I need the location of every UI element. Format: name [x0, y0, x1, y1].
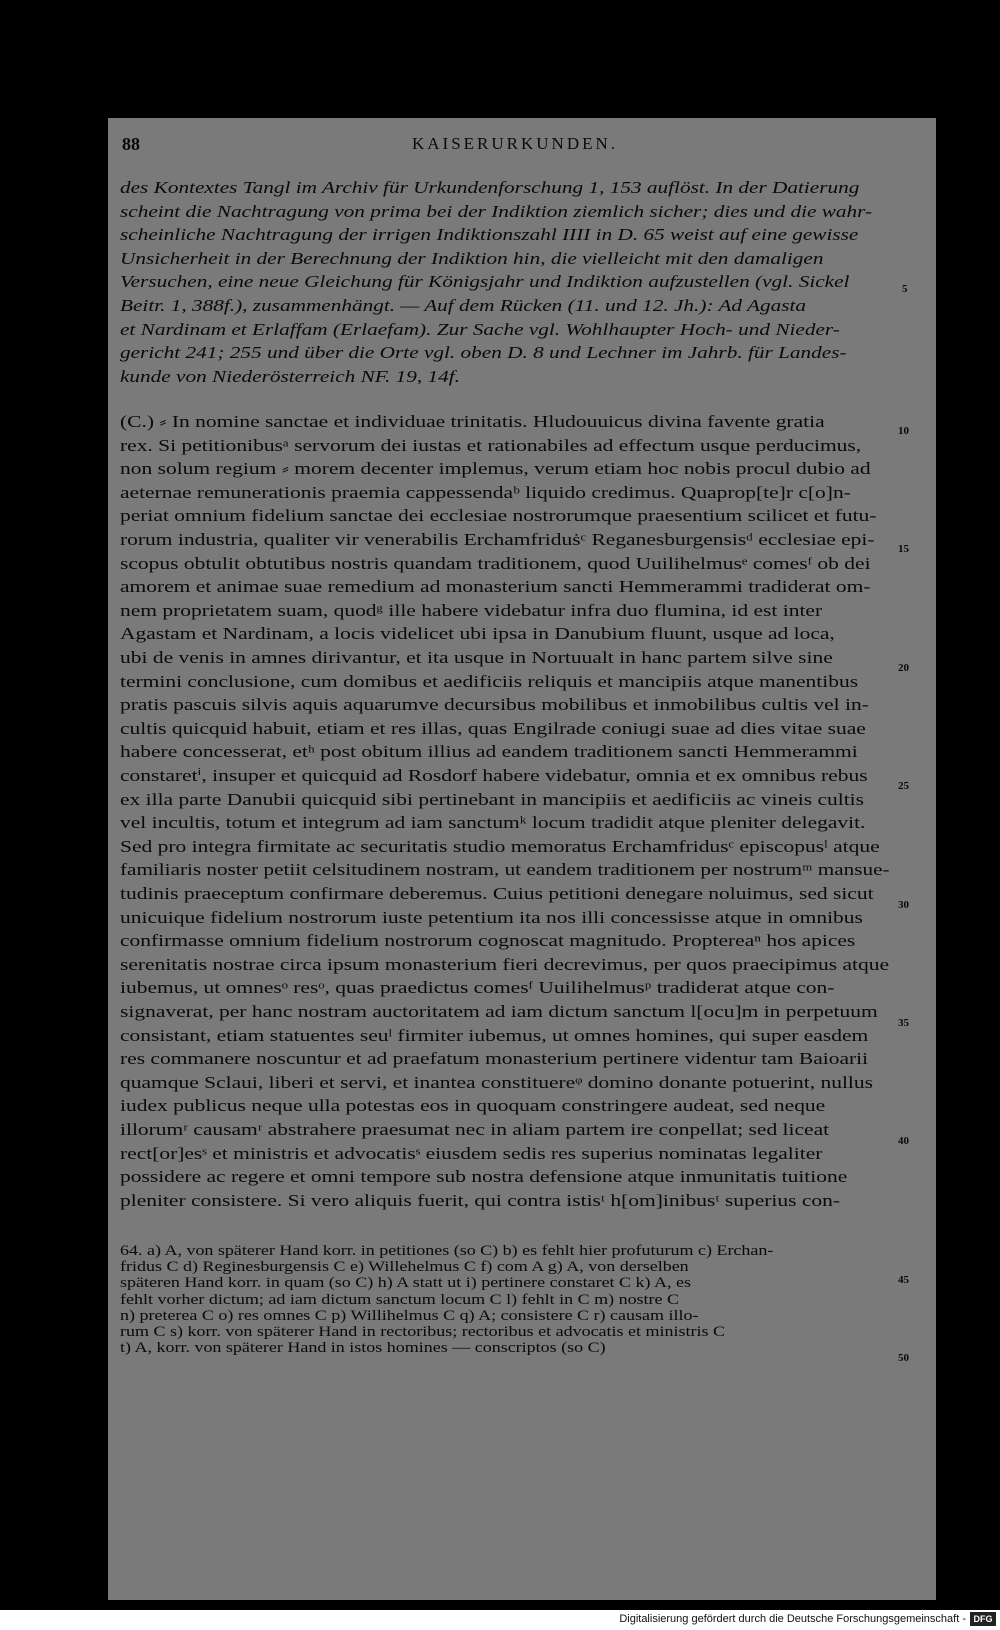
- text-line: constaretⁱ, insuper et quicquid ad Rosdorf habere videbatur, omnia et ex omnibus rebus: [120, 766, 868, 785]
- margin-number: 15: [898, 543, 909, 555]
- text-line: 64. a) A, von späterer Hand korr. in petitiones (so C) b) es fehlt hier profuturum c) Erchan-: [120, 1243, 774, 1259]
- text-line: confirmasse omnium fidelium nostrorum cognoscat magnitudo. Proptereaⁿ hos apices: [120, 931, 856, 951]
- text-line: t) A, korr. von späterer Hand in istos homines — conscriptos (so C): [120, 1340, 606, 1357]
- intro-commentary: [120, 178, 920, 398]
- text-line: Beitr. 1, 388f.), zusammenhängt. — Auf dem Rücken (11. und 12. Jh.): Ad Agasta: [120, 296, 807, 315]
- page-number: 88: [122, 134, 140, 154]
- funding-note: Digitalisierung gefördert durch die Deutsche Forschungsgemeinschaft -: [619, 1613, 966, 1625]
- text-line: termini conclusione, cum domibus et aedificiis reliquis et mancipiis atque manentibus: [120, 671, 859, 691]
- text-line: res commanere noscuntur et ad praefatum monasterium pertinere videntur tam Baioarii: [120, 1049, 869, 1069]
- text-line: späteren Hand korr. in quam (so C) h) A statt ut i) pertinere constaret C k) A, es: [120, 1275, 691, 1292]
- text-line: quamque Sclaui, liberi et servi, et inantea constituereᵠ domino donante potuerint, nullus: [120, 1072, 873, 1092]
- text-line: (C.) ⸗ In nomine sanctae et individuae trinitatis. Hludouuicus divina favente gratia: [120, 412, 825, 431]
- text-line: pratis pascuis silvis aquis aquarumve decursibus mobilibus et inmobilibus cultis vel in-: [120, 695, 869, 715]
- text-line: nem proprietatem suam, quodᵍ ille habere videbatur infra duo flumina, id est inter: [120, 600, 823, 620]
- text-line: iudex publicus neque ulla potestas eos in quoquam constringere audeat, sed neque: [120, 1096, 826, 1116]
- text-line: scheint die Nachtragung von prima bei der Indiktion ziemlich sicher; dies und die wahr-: [120, 201, 873, 221]
- margin-number: 40: [898, 1135, 909, 1147]
- margin-number: 5: [902, 283, 908, 295]
- text-line: habere concesserat, etʰ post obitum illius ad eandem traditionem sancti Hemmerammi: [120, 742, 858, 762]
- text-line: ubi de venis in amnes dirivantur, et ita usque in Nortuualt in hanc partem silve sine: [120, 648, 833, 667]
- text-line: et Nardinam et Erlaffam (Erlaefam). Zur Sache vgl. Wohlhaupter Hoch- und Nieder-: [120, 319, 840, 339]
- margin-number: 35: [898, 1017, 909, 1029]
- text-line: unicuique fidelium nostrorum iuste petentium ita nos illi concessisse atque in omnibus: [120, 907, 863, 927]
- margin-number: 10: [898, 425, 909, 437]
- text-line: signaverat, per hanc nostram auctoritatem ad iam dictum sanctum l[ocu]m in perpetuum: [120, 1002, 878, 1021]
- text-line: Agastam et Nardinam, a locis videlicet ubi ipsa in Danubium fluunt, usque ad loca,: [120, 624, 835, 644]
- margin-number: 45: [898, 1274, 909, 1286]
- text-line: non solum regium ⸗ morem decenter implemus, verum etiam hoc nobis procul dubio ad: [120, 459, 871, 479]
- text-line: illorumʳ causamʳ abstrahere praesumat nec in aliam partem ire conpellat; sed liceat: [120, 1120, 830, 1139]
- text-line: iubemus, ut omnesᵒ resᵒ, quas praedictus comesᶠ Uuilihelmusᵖ tradiderat atque con-: [120, 978, 835, 998]
- text-line: vel incultis, totum et integrum ad iam sanctumᵏ locum tradidit atque pleniter delegavit.: [120, 813, 866, 833]
- text-line: fridus C d) Reginesburgensis C e) Willehelmus C f) com A g) A, von derselben: [120, 1259, 689, 1276]
- footnotes: [120, 1243, 920, 1363]
- margin-number: 25: [898, 780, 909, 792]
- text-line: scheinliche Nachtragung der irrigen Indiktionszahl IIII in D. 65 weist auf eine gewisse: [120, 225, 859, 245]
- text-line: possidere ac regere et omni tempore sub nostra defensione atque inmunitatis tuitione: [120, 1167, 848, 1187]
- text-line: aeternae remunerationis praemia cappessendaᵇ liquido credimus. Quaprop[te]r c[o]n-: [120, 482, 851, 502]
- text-line: rect[or]esˢ et ministris et advocatisˢ eiusdem sedis res superius nominatas legaliter: [120, 1143, 823, 1163]
- text-line: pleniter consistere. Si vero aliquis fuerit, qui contra istisᵗ h[om]inibusᵗ superius con-: [120, 1190, 841, 1210]
- text-line: n) preterea C o) res omnes C p) Willihelmus C q) A; consistere C r) causam illo-: [120, 1307, 699, 1324]
- text-line: gericht 241; 255 und über die Orte vgl. oben D. 8 und Lechner im Jahrb. für Landes-: [120, 343, 847, 363]
- text-line: serenitatis nostrae circa ipsum monasterium fieri decrevimus, per quos praecipimus atque: [120, 954, 890, 974]
- charter-text: [120, 412, 920, 1222]
- text-line: consistant, etiam statuentes seuˡ firmiter iubemus, ut omnes homines, qui super easdem: [120, 1025, 869, 1045]
- text-line: fehlt vorher dictum; ad iam dictum sanctum locum C l) fehlt in C m) nostre C: [120, 1291, 680, 1308]
- text-line: Unsicherheit in der Berechnung der Indiktion hin, die vielleicht mit den damaligen: [120, 248, 824, 268]
- text-line: rex. Si petitionibusᵃ servorum dei iustas et rationabiles ad effectum usque perducimus,: [120, 435, 862, 455]
- text-line: rum C s) korr. von späterer Hand in rectoribus; rectoribus et advocatis et ministris C: [120, 1324, 725, 1340]
- text-line: periat omnium fidelium sanctae dei ecclesiae nostrorumque praesentium scilicet et futu-: [120, 506, 877, 526]
- page-header: [122, 134, 922, 164]
- text-line: cultis quicquid habuit, etiam et res illas, quas Engilrade coniugi suae ad dies vitae suae: [120, 718, 866, 738]
- text-line: rorum industria, qualiter vir venerabilis Erchamfriduṡᶜ Reganesburgensisᵈ ecclesiae epi-: [120, 530, 875, 549]
- text-line: Sed pro integra firmitate ac securitatis studio memoratus Erchamfridusᶜ episcopusˡ atque: [120, 836, 880, 856]
- text-line: ex illa parte Danubii quicquid sibi pertinebant in mancipiis et aedificiis ac vineis cultis: [120, 789, 865, 809]
- text-line: scopus obtulit obtutibus nostris quandam traditionem, quod Uuilihelmusᵉ comesᶠ ob dei: [120, 553, 871, 573]
- running-head: KAISERURKUNDEN.: [412, 134, 619, 153]
- text-line: familiaris noster petiit celsitudinem nostram, ut eandem traditionem per nostrumᵐ mansue-: [120, 860, 890, 880]
- margin-number: 50: [898, 1352, 909, 1364]
- margin-number: 30: [898, 899, 909, 911]
- text-line: Versuchen, eine neue Gleichung für Königsjahr und Indiktion aufzustellen (vgl. Sickel: [120, 272, 850, 292]
- text-line: kunde von Niederösterreich NF. 19, 14f.: [120, 366, 460, 386]
- text-line: des Kontextes Tangl im Archiv für Urkundenforschung 1, 153 auflöst. In der Datierung: [120, 178, 860, 197]
- text-line: amorem et animae suae remedium ad monasterium sancti Hemmerammi tradiderat om-: [120, 577, 871, 597]
- dfg-logo: DFG: [970, 1612, 996, 1626]
- margin-number: 20: [898, 662, 909, 674]
- text-line: tudinis praeceptum confirmare deberemus. Cuius petitioni denegare noluimus, sed sicut: [120, 884, 874, 903]
